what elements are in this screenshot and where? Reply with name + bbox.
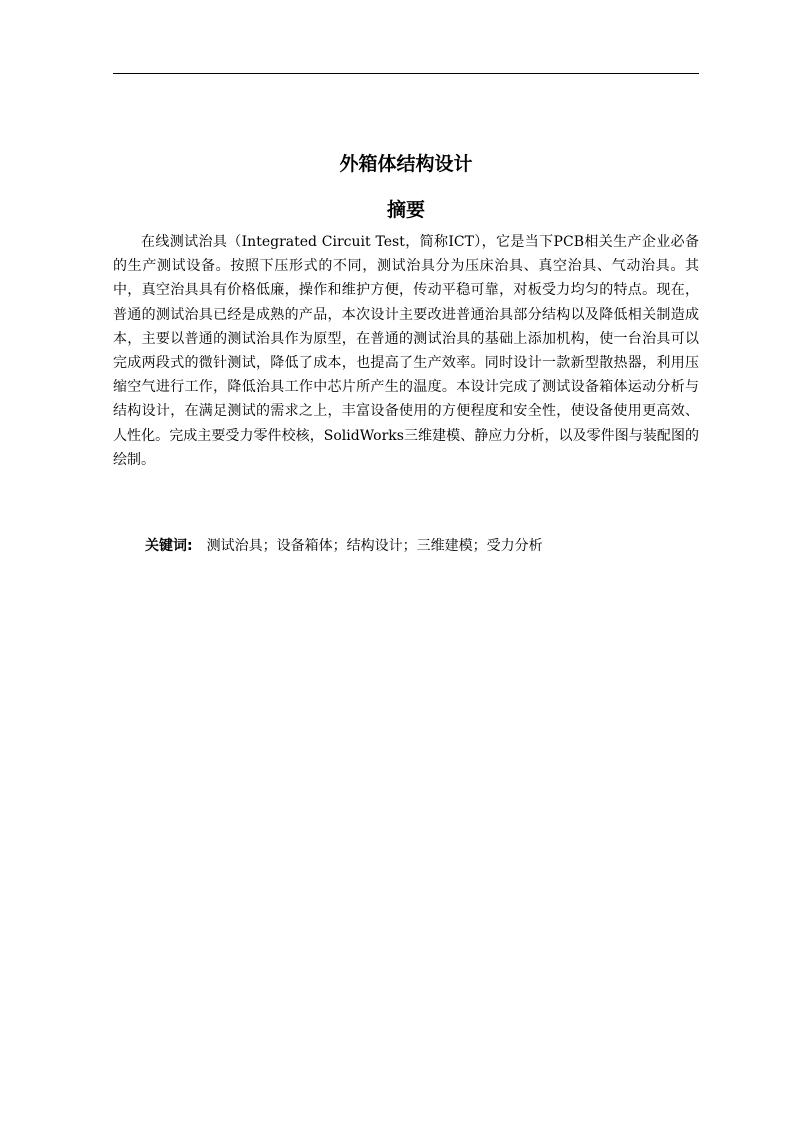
document-title: 外箱体结构设计 — [339, 153, 473, 175]
keywords-text: 测试治具；设备箱体；结构设计；三维建模；受力分析 — [206, 538, 543, 554]
keywords-label: 关键词: — [145, 538, 193, 554]
abstract-heading: 摘要 — [386, 199, 425, 221]
header-rule — [113, 73, 699, 74]
keywords-line — [145, 535, 699, 557]
abstract-body: 在线测试治具（Integrated Circuit Test，简称ICT），它是当下PCB相关生产企业必备的生产测试设备。按照下压形式的不同，测试治具分为压床治具、真空治具、气动治具。其中，真空治具具有价格低廉，操作和维护方便，传动平稳可靠，对板受力均匀的特点。现在，普通的测试治具已经是成熟的产品，本次设计主要改进普通治具部分结构以及降低相关制造成本，主要以普通的测试治具作为原型，在普通的测试治具的基础上添加机构，使一台治具可以完成两段式的微针测试，降低了成本，也提高了生产效率。同时设计一款新型散热器，利用压缩空气进行工作，降低治具工作中芯片所产生的温度。本设计完成了测试设备箱体运动分析与结构设计，在满足测试的需求之上，丰富设备使用的方便程度和安全性，使设备使用更高效、人性化。完成主要受力零件校核，SolidWorks三维建模、静应力分析，以及零件图与装配图的绘制。 — [113, 234, 699, 468]
